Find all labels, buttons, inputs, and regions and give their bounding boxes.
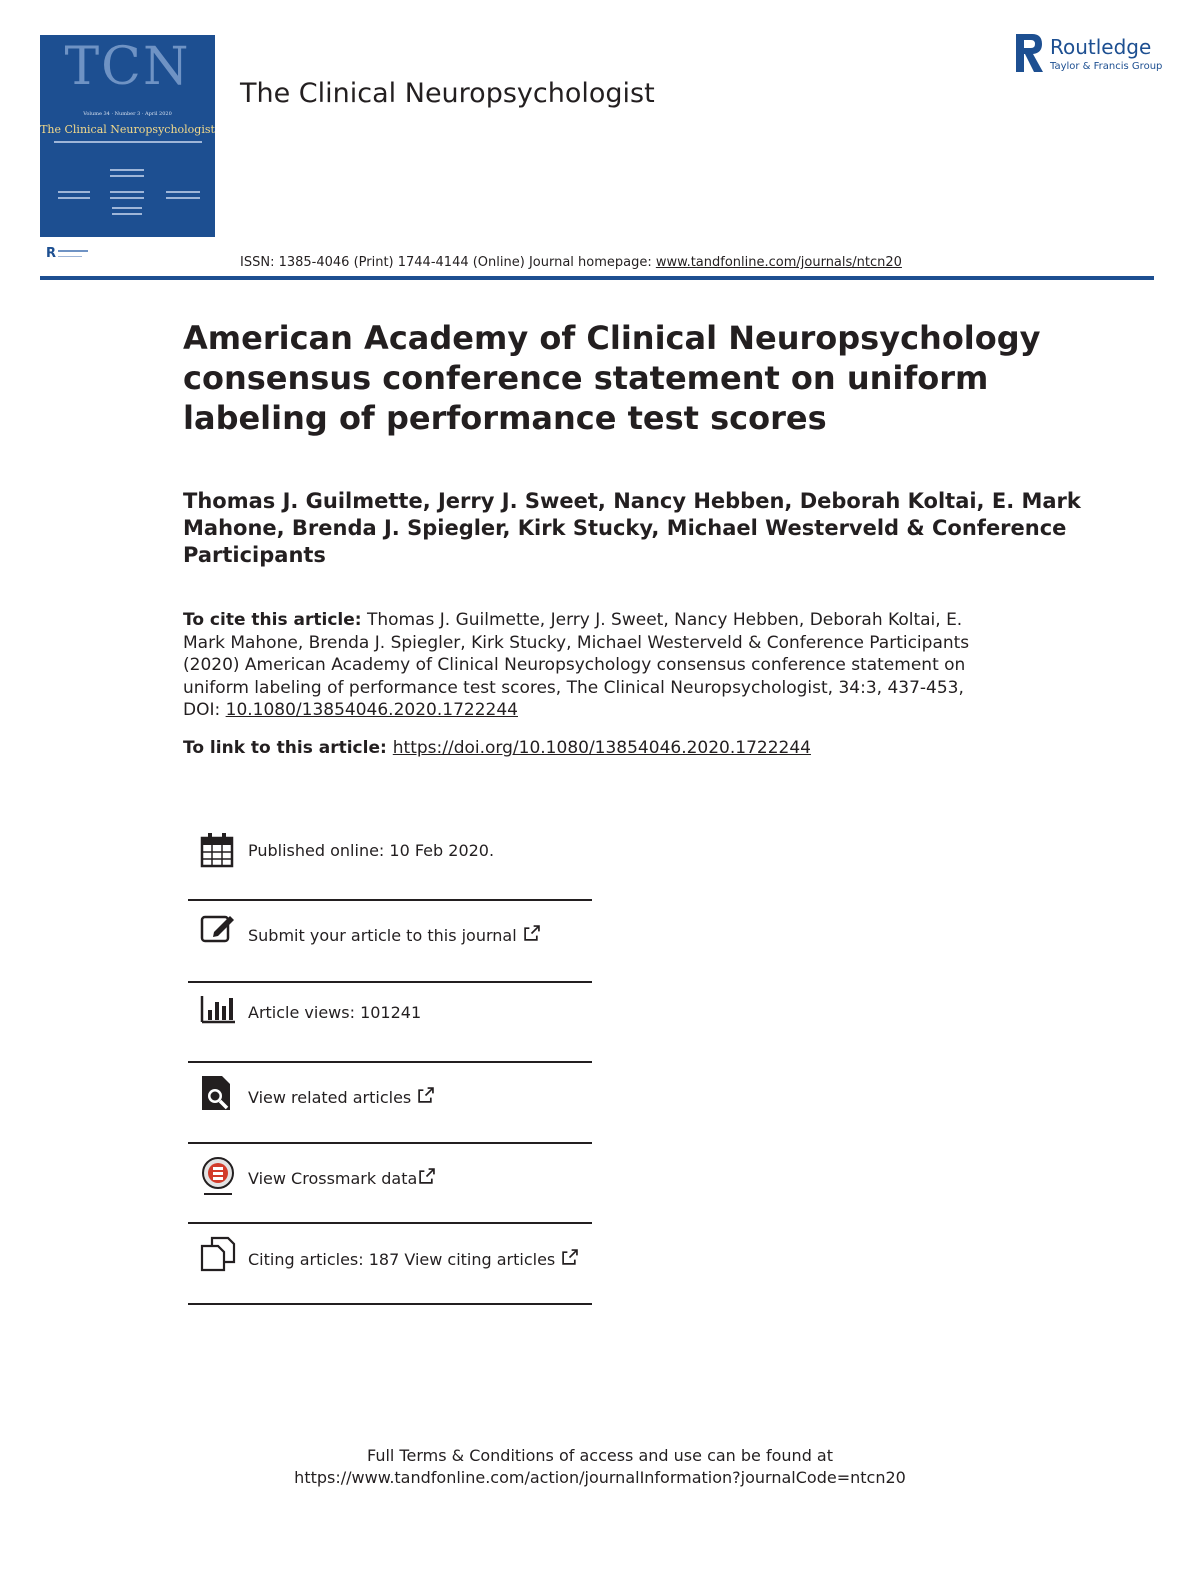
citation-line: Mark Mahone, Brenda J. Spiegler, Kirk Stucky, Michael Westerveld & Conference Participants: [183, 632, 970, 653]
author-line: Thomas J. Guilmette, Jerry J. Sweet, Nancy Hebben, Deborah Koltai, E. Mark: [183, 489, 1081, 513]
crossmark-icon: [200, 1156, 236, 1198]
related-articles-link[interactable]: View related articles: [248, 1088, 412, 1107]
cover-text-line: [112, 207, 142, 209]
submit-article-link[interactable]: Submit your article to this journal: [248, 926, 517, 945]
cover-text-line: [58, 197, 90, 199]
article-link-row: [183, 738, 811, 758]
cover-volume-line: Volume 34 · Number 3 · April 2020: [83, 111, 172, 117]
info-divider: [188, 981, 592, 983]
author-list: [183, 488, 1081, 569]
article-views-item: [188, 994, 592, 1034]
article-title-line: American Academy of Clinical Neuropsychology: [183, 319, 1041, 357]
cover-text-line: [110, 191, 144, 193]
external-link-icon: [561, 1249, 578, 1266]
cover-text-line: [110, 197, 144, 199]
author-line: Mahone, Brenda J. Spiegler, Kirk Stucky, Michael Westerveld & Conference: [183, 516, 1067, 540]
doi-label: DOI:: [183, 700, 226, 720]
cover-abbrev: TCN: [64, 37, 191, 97]
citation-block: [183, 609, 1013, 722]
link-label: To link to this article:: [183, 738, 387, 758]
document-search-icon: [200, 1074, 234, 1112]
cover-text-line: [110, 175, 144, 177]
issn-line: [240, 255, 902, 270]
cover-journal-name: The Clinical Neuropsychologist: [40, 123, 215, 136]
journal-title: The Clinical Neuropsychologist: [240, 78, 655, 109]
published-online-item: [188, 832, 592, 872]
header-divider: [40, 276, 1154, 280]
cover-publisher-mark: [46, 246, 92, 264]
citation-line: Thomas J. Guilmette, Jerry J. Sweet, Nancy Hebben, Deborah Koltai, E.: [361, 610, 963, 630]
routledge-logo-icon: [1014, 32, 1044, 74]
citation-line: (2020) American Academy of Clinical Neuropsychology consensus conference statement on: [183, 655, 966, 675]
external-link-icon: [417, 1087, 434, 1104]
info-divider: [188, 1303, 592, 1305]
article-title-line: consensus conference statement on uniform: [183, 359, 989, 397]
citing-articles-icon: [200, 1236, 236, 1272]
cover-text-line: [110, 169, 144, 171]
cover-text-line: [112, 213, 142, 215]
terms-footer: [0, 1445, 1200, 1489]
external-link-icon: [418, 1168, 435, 1185]
author-line: Participants: [183, 543, 326, 567]
footer-terms-text: Full Terms & Conditions of access and use can be found at: [366, 1446, 834, 1465]
cover-text-line: [166, 191, 200, 193]
journal-cover-image: [40, 35, 215, 237]
crossmark-item[interactable]: [188, 1156, 592, 1200]
edit-icon: [200, 912, 236, 944]
cover-text-line: [58, 191, 90, 193]
citing-articles-item[interactable]: [188, 1236, 592, 1276]
info-divider: [188, 1061, 592, 1063]
citing-articles-link[interactable]: Citing articles: 187 View citing articles: [248, 1250, 556, 1269]
related-articles-item[interactable]: [188, 1074, 592, 1114]
info-divider: [188, 1142, 592, 1144]
calendar-icon: [200, 832, 234, 868]
citation-line: uniform labeling of performance test scores, The Clinical Neuropsychologist, 34:3, 437-453,: [183, 677, 964, 698]
publisher-name: Routledge: [1050, 35, 1152, 59]
article-doi-url-link[interactable]: https://doi.org/10.1080/13854046.2020.1722244: [392, 738, 811, 758]
article-title: [183, 318, 1041, 438]
routledge-r-icon: R: [46, 246, 57, 261]
submit-article-item[interactable]: [188, 912, 592, 952]
footer-terms-link[interactable]: https://www.tandfonline.com/action/journalInformation?journalCode=ntcn20: [294, 1468, 906, 1487]
article-title-line: labeling of performance test scores: [183, 399, 827, 437]
crossmark-link[interactable]: View Crossmark data: [248, 1169, 418, 1188]
publisher-tagline: Taylor & Francis Group: [1050, 61, 1163, 72]
article-views-text: Article views: 101241: [248, 1003, 422, 1022]
published-online-text: Published online: 10 Feb 2020.: [248, 841, 495, 860]
journal-homepage-link[interactable]: www.tandfonline.com/journals/ntcn20: [655, 255, 902, 270]
publisher-logo[interactable]: [1014, 32, 1164, 76]
info-divider: [188, 899, 592, 901]
issn-text: ISSN: 1385-4046 (Print) 1744-4144 (Online) Journal homepage:: [240, 255, 656, 270]
info-divider: [188, 1222, 592, 1224]
cover-text-line: [166, 197, 200, 199]
cover-text-line: [54, 141, 202, 143]
bar-chart-icon: [200, 994, 236, 1024]
cite-label: To cite this article:: [183, 610, 362, 630]
external-link-icon: [523, 925, 540, 942]
doi-link[interactable]: 10.1080/13854046.2020.1722244: [225, 700, 518, 720]
